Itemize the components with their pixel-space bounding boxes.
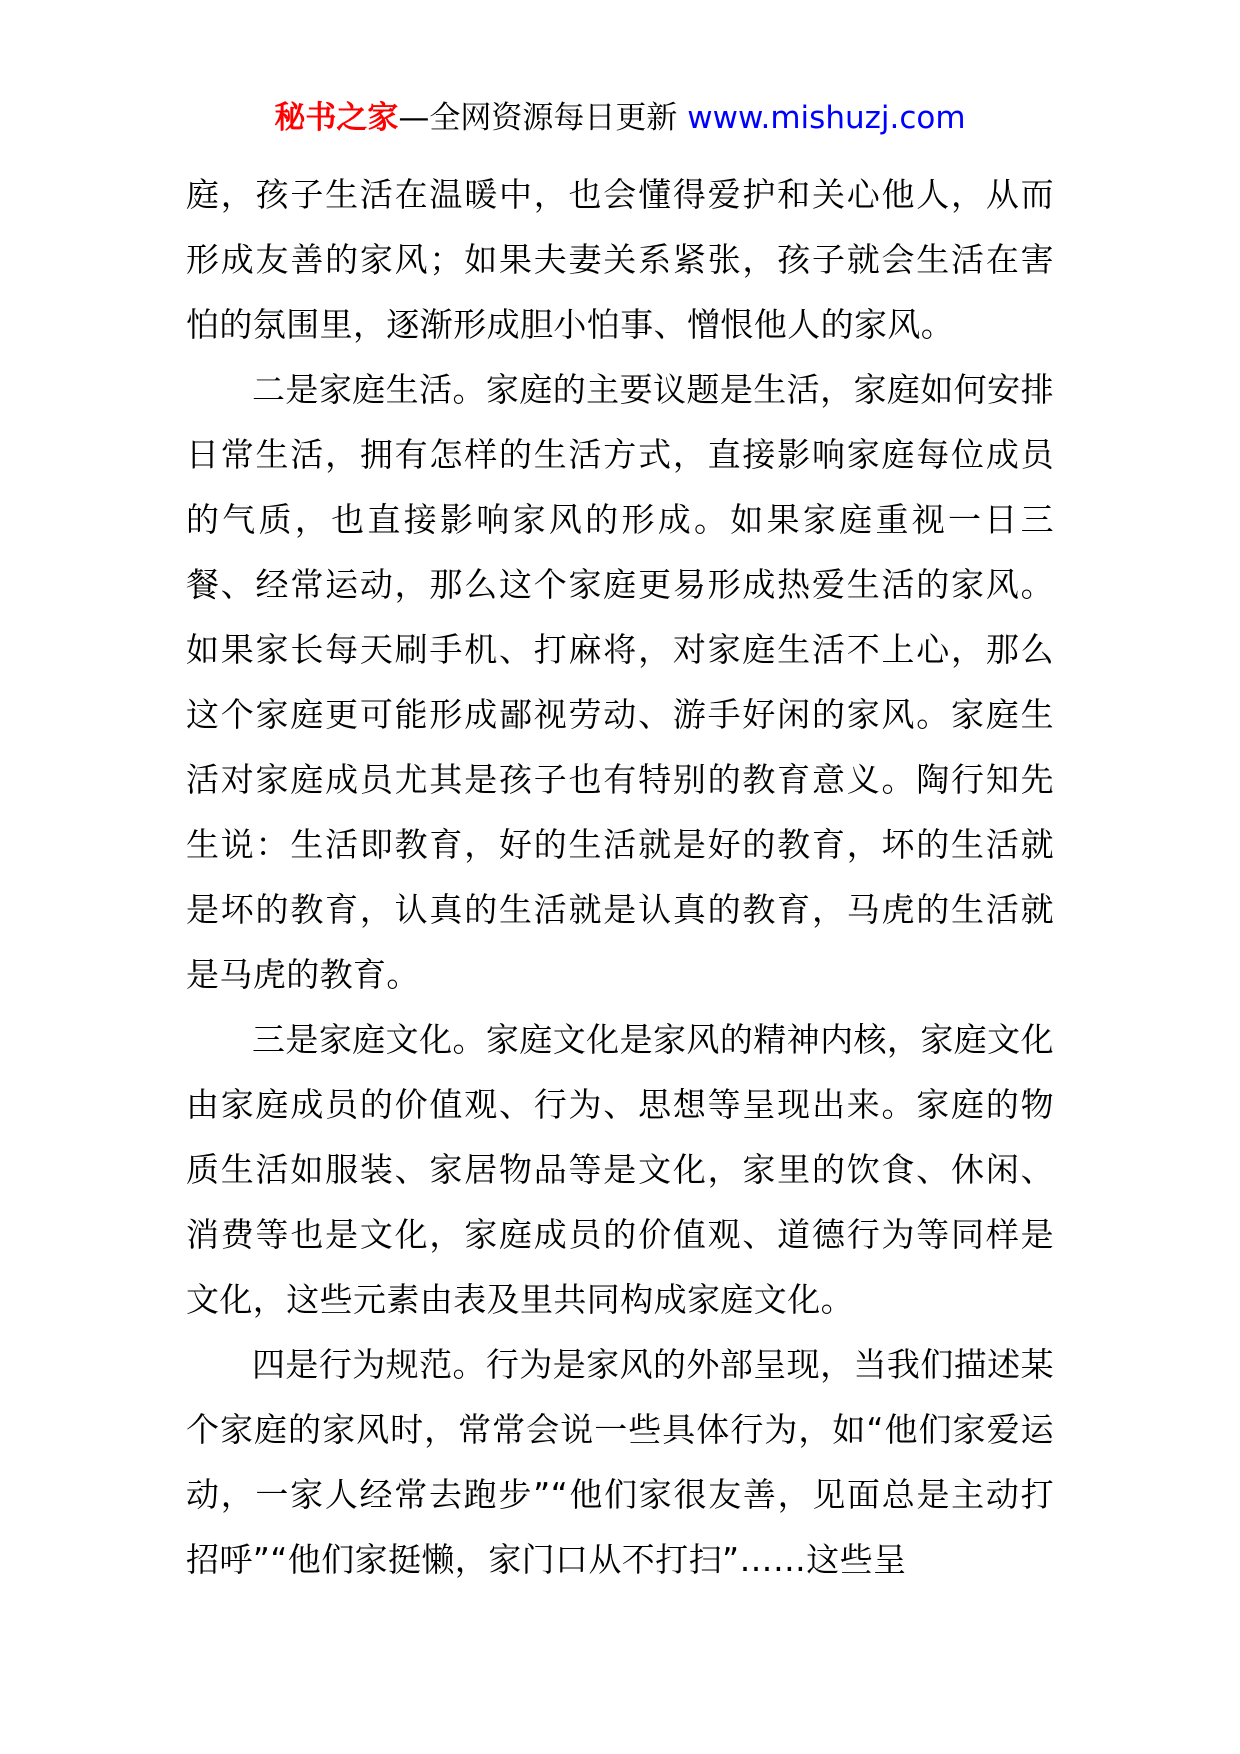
header-brand: 秘书之家 <box>274 100 399 136</box>
paragraph-behavior-norms: 四是行为规范。行为是家风的外部呈现，当我们描述某个家庭的家风时，常常会说一些具体行为，如“他们家爱运动，一家人经常去跑步”“他们家很友善，见面总是主动打招呼”“他们家挺懒，家门口从不打扫”……这些呈 <box>186 1345 1054 1579</box>
header-url-link[interactable]: www.mishuzj.com <box>687 100 966 136</box>
paragraph-continuation: 庭，孩子生活在温暖中，也会懂得爱护和关心他人，从而形成友善的家风；如果夫妻关系紧张，孩子就会生活在害怕的氛围里，逐渐形成胆小怕事、憎恨他人的家风。 <box>186 175 1054 344</box>
paragraph-family-culture: 三是家庭文化。家庭文化是家风的精神内核，家庭文化由家庭成员的价值观、行为、思想等呈现出来。家庭的物质生活如服装、家居物品等是文化，家里的饮食、休闲、消费等也是文化，家庭成员的价值观、道德行为等同样是文化，这些元素由表及里共同构成家庭文化。 <box>186 1020 1054 1319</box>
header-tagline: —全网资源每日更新 <box>398 100 688 136</box>
paragraph-family-life: 二是家庭生活。家庭的主要议题是生活，家庭如何安排日常生活，拥有怎样的生活方式，直接影响家庭每位成员的气质，也直接影响家风的形成。如果家庭重视一日三餐、经常运动，那么这个家庭更易形成热爱生活的家风。如果家长每天刷手机、打麻将，对家庭生活不上心，那么这个家庭更可能形成鄙视劳动、游手好闲的家风。家庭生活对家庭成员尤其是孩子也有特别的教育意义。陶行知先生说：生活即教育，好的生活就是好的教育，坏的生活就是坏的教育，认真的生活就是认真的教育，马虎的生活就是马虎的教育。 <box>186 370 1054 994</box>
document-body <box>186 162 1054 1592</box>
page-header <box>0 98 1240 138</box>
